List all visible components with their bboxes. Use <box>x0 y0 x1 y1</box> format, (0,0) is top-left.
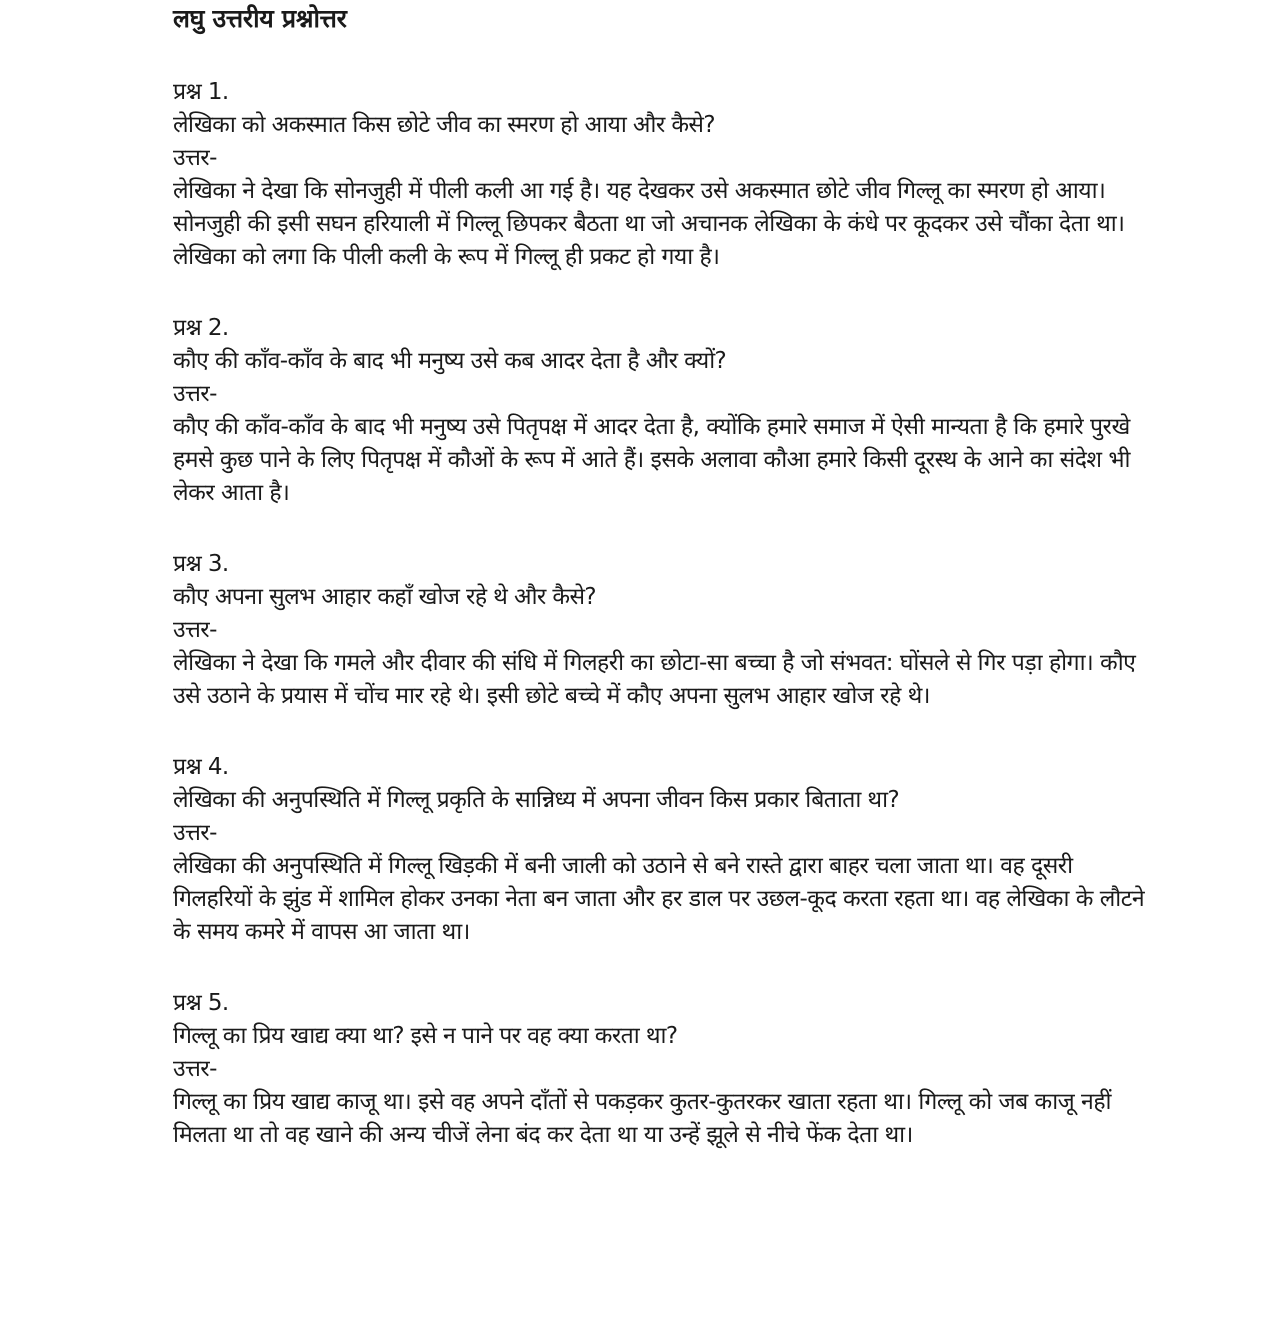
question-block-2 <box>173 312 1153 510</box>
question-block-1 <box>173 76 1153 274</box>
question-number: प्रश्न 4. <box>173 754 229 780</box>
answer-label: उत्तर- <box>173 145 217 171</box>
answer-text: लेखिका ने देखा कि गमले और दीवार की संधि में गिलहरी का छोटा-सा बच्चा है जो संभवत: घोंसले से गिर पड़ा होगा। कौए उसे उठाने के प्रयास में चोंच मार रहे थे। इसी छोटे बच्चे में कौए अपना सुलभ आहार खोज रहे थे। <box>173 650 1136 709</box>
question-text: लेखिका की अनुपस्थिति में गिल्लू प्रकृति के सान्निध्य में अपना जीवन किस प्रकार बिताता था? <box>173 787 900 813</box>
question-number: प्रश्न 1. <box>173 79 229 105</box>
document-page <box>173 0 1153 1152</box>
answer-text: लेखिका की अनुपस्थिति में गिल्लू खिड़की में बनी जाली को उठाने से बने रास्ते द्वारा बाहर चला जाता था। वह दूसरी गिलहरियों के झुंड में शामिल होकर उनका नेता बन जाता और हर डाल पर उछल-कूद करता रहता था। वह लेखिका के लौटने के समय कमरे में वापस आ जाता था। <box>173 853 1145 945</box>
question-text: कौए अपना सुलभ आहार कहाँ खोज रहे थे और कैसे? <box>173 584 597 610</box>
question-number: प्रश्न 5. <box>173 990 229 1016</box>
question-block-3 <box>173 548 1153 713</box>
answer-label: उत्तर- <box>173 820 217 846</box>
question-block-5 <box>173 987 1153 1152</box>
question-block-4 <box>173 751 1153 949</box>
answer-label: उत्तर- <box>173 381 217 407</box>
answer-text: गिल्लू का प्रिय खाद्य काजू था। इसे वह अपने दाँतों से पकड़कर कुतर-कुतरकर खाता रहता था। गिल्लू को जब काजू नहीं मिलता था तो वह खाने की अन्य चीजें लेना बंद कर देता था या उन्हें झूले से नीचे फेंक देता था। <box>173 1089 1111 1148</box>
question-text: लेखिका को अकस्मात किस छोटे जीव का स्मरण हो आया और कैसे? <box>173 112 715 138</box>
answer-label: उत्तर- <box>173 1056 217 1082</box>
question-number: प्रश्न 2. <box>173 315 229 341</box>
answer-label: उत्तर- <box>173 617 217 643</box>
answer-text: कौए की काँव-काँव के बाद भी मनुष्य उसे पितृपक्ष में आदर देता है, क्योंकि हमारे समाज में ऐसी मान्यता है कि हमारे पुरखे हमसे कुछ पाने के लिए पितृपक्ष में कौओं के रूप में आते हैं। इसके अलावा कौआ हमारे किसी दूरस्थ के आने का संदेश भी लेकर आता है। <box>173 414 1130 506</box>
question-number: प्रश्न 3. <box>173 551 229 577</box>
question-text: गिल्लू का प्रिय खाद्य क्या था? इसे न पाने पर वह क्या करता था? <box>173 1023 678 1049</box>
answer-text: लेखिका ने देखा कि सोनजुही में पीली कली आ गई है। यह देखकर उसे अकस्मात छोटे जीव गिल्लू का स्मरण हो आया। सोनजुही की इसी सघन हरियाली में गिल्लू छिपकर बैठता था जो अचानक लेखिका के कंधे पर कूदकर उसे चौंका देता था। लेखिका को लगा कि पीली कली के रूप में गिल्लू ही प्रकट हो गया है। <box>173 178 1125 270</box>
question-text: कौए की काँव-काँव के बाद भी मनुष्य उसे कब आदर देता है और क्यों? <box>173 348 727 374</box>
page-title: लघु उत्तरीय प्रश्नोत्तर <box>173 4 347 33</box>
